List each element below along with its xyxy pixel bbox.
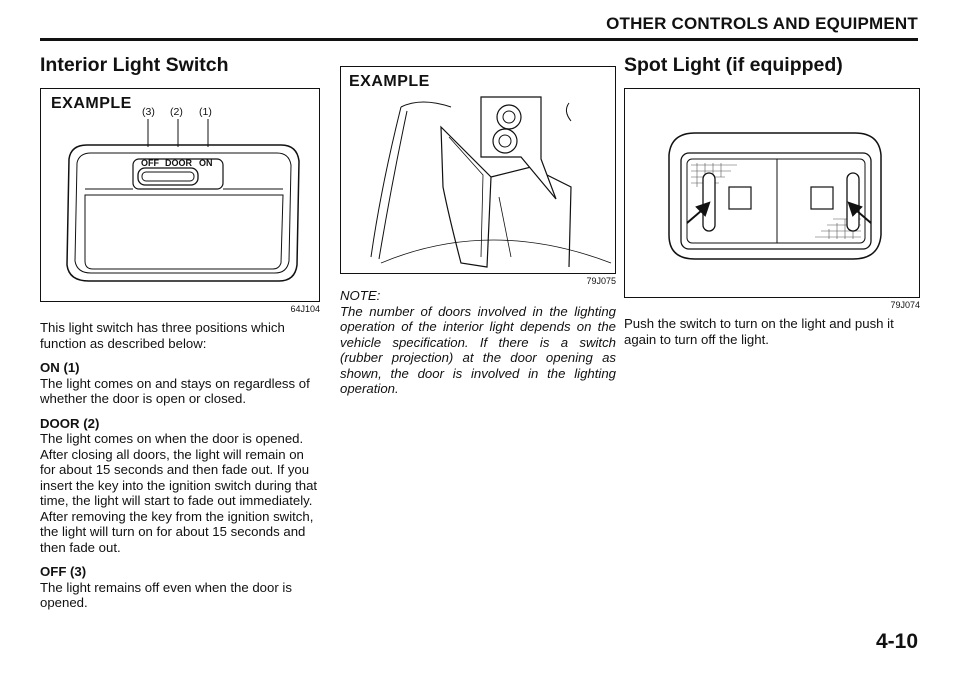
door-text: The light comes on when the door is opened. After closing all doors, the light will remain on for about 15 seconds and then fade out. If you insert the key into the ignition switch during that time, the light will start to fade out immediately. After removing the key from the ignition switch, the light will turn on for about 15 seconds and then fade out. [40,431,318,555]
door-heading: DOOR (2) [40,415,100,431]
interior-light-figure [40,88,320,302]
switch-label-door: DOOR [165,158,192,168]
figure-code: 79J074 [890,300,920,310]
note-text: The number of doors involved in the lighting operation of the interior light depends on the vehicle specification. If there is a switch (rubber projection) at the door opening as shown, the door is involved in the lighting operation. [340,303,616,396]
example-label: EXAMPLE [51,95,132,112]
figure-code: 79J075 [586,276,616,286]
page-header [0,0,960,44]
page-number: 4-10 [875,630,918,653]
off-heading: OFF (3) [40,564,87,579]
spot-light-column [624,52,920,347]
intro-text: This light switch has three positions which function as described below: [40,320,285,351]
header-rule [40,38,918,41]
section-title: OTHER CONTROLS AND EQUIPMENT [606,14,918,33]
spot-light-text: Push the switch to turn on the light and push it again to turn off the light. [624,316,894,347]
example-label: EXAMPLE [349,73,430,90]
interior-light-column [40,52,320,611]
on-heading: ON (1) [40,360,80,375]
interior-light-heading: Interior Light Switch [40,54,229,76]
figure-code: 64J104 [290,304,320,314]
spot-light-heading: Spot Light (if equipped) [624,54,843,76]
callout-3: (3) [142,106,155,118]
door-opening-illustration [341,67,615,273]
on-text: The light comes on and stays on regardless of whether the door is open or closed. [40,375,310,406]
door-switch-column [340,52,616,397]
callout-1: (1) [199,106,212,118]
switch-label-on: ON [199,158,213,168]
callout-2: (2) [170,106,183,118]
spot-light-illustration [625,89,919,297]
spot-light-figure [624,88,920,298]
switch-label-off: OFF [141,158,159,168]
note-label: NOTE: [340,288,381,303]
door-switch-figure [340,66,616,274]
interior-light-illustration [41,89,319,301]
off-text: The light remains off even when the door is opened. [40,579,292,610]
